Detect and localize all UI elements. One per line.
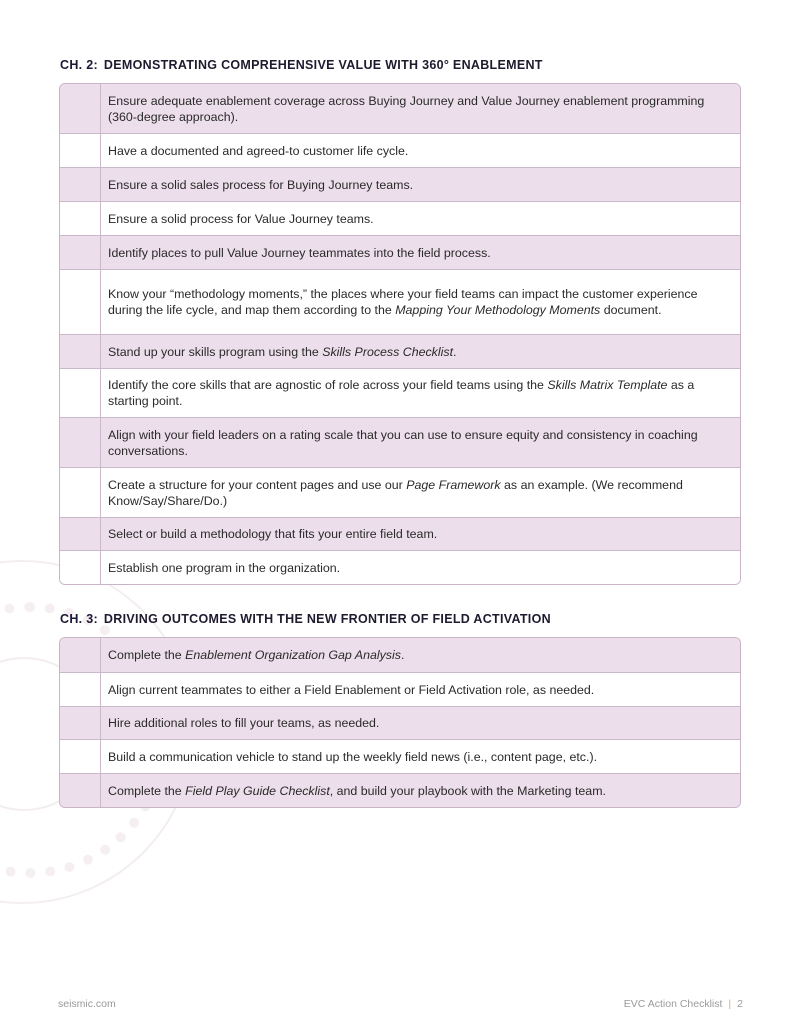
checklist-item-text (101, 236, 740, 269)
checkbox[interactable] (60, 369, 101, 417)
checkbox[interactable] (60, 774, 101, 807)
checklist-item-text (101, 335, 740, 368)
footer-page-number: 2 (737, 998, 743, 1010)
checklist-item-text (101, 468, 740, 517)
item-text-segment: Stand up your skills program using the (108, 344, 323, 359)
checklist-ch2 (59, 83, 741, 585)
item-text-segment: Select or build a methodology that fits your entire field team. (108, 527, 438, 541)
checklist-row (60, 773, 740, 807)
checklist-item-text (101, 707, 740, 739)
checklist-row (60, 269, 740, 334)
document-reference: Mapping Your Methodology Moments (395, 303, 601, 317)
checkbox[interactable] (60, 168, 101, 201)
item-text-segment: Complete the (108, 783, 186, 798)
checklist-item-text (101, 84, 740, 133)
item-text-segment: Align with your field leaders on a rating scale that you can use to ensure equity and consistency in coaching conversations. (108, 427, 698, 458)
checklist-row (60, 706, 740, 739)
item-text-segment: Create a structure for your content pages and use our (108, 477, 407, 492)
chapter-title: DEMONSTRATING COMPREHENSIVE VALUE WITH 360° ENABLEMENT (103, 58, 543, 72)
document-reference: Field Play Guide Checklist (185, 783, 330, 798)
document-reference: Enablement Organization Gap Analysis (185, 648, 401, 662)
checklist-item-text (101, 774, 740, 807)
item-text-segment: Establish one program in the organization. (108, 560, 341, 575)
item-text-segment: Align current teammates to either a Field Enablement or Field Activation role, as needed. (108, 682, 595, 697)
item-text-segment: Complete the (108, 648, 186, 662)
item-text-segment: Build a communication vehicle to stand up the weekly field news (i.e., content page, etc.). (108, 749, 598, 764)
item-text-segment: . (400, 648, 405, 662)
checklist-item-text (101, 418, 740, 467)
item-text-segment: Identify places to pull Value Journey teammates into the field process. (108, 245, 491, 260)
checklist-row (60, 133, 740, 167)
document-reference: Page Framework (406, 477, 501, 492)
checklist-item-text (101, 551, 740, 584)
checklist-ch3 (59, 637, 741, 808)
section-heading-ch3 (60, 612, 551, 626)
item-text-segment: Know your “methodology moments,” the places where your field teams can impact the customer experience during the life cycle, and map them according to the (108, 287, 698, 317)
checklist-item-text (101, 740, 740, 773)
checklist-row (60, 334, 740, 368)
item-text-segment: document. (600, 303, 662, 317)
checklist-item-text (101, 134, 740, 167)
checkbox[interactable] (60, 468, 101, 517)
checklist-item-text (101, 673, 740, 706)
checklist-row (60, 550, 740, 584)
checklist-row (60, 167, 740, 201)
checklist-row (60, 417, 740, 467)
item-text-segment: , and build your playbook with the Marketing team. (329, 783, 606, 798)
checklist-item-text (101, 638, 740, 672)
document-reference: Skills Process Checklist (322, 344, 454, 359)
checkbox[interactable] (60, 335, 101, 368)
checkbox[interactable] (60, 418, 101, 467)
footer-doc-title: EVC Action Checklist (623, 998, 723, 1010)
checklist-row (60, 672, 740, 706)
checkbox[interactable] (60, 740, 101, 773)
chapter-label: CH. 3: (60, 612, 98, 626)
checklist-row (60, 739, 740, 773)
footer-right (624, 998, 743, 1010)
checkbox[interactable] (60, 707, 101, 739)
checklist-row (60, 235, 740, 269)
checkbox[interactable] (60, 202, 101, 235)
checkbox[interactable] (60, 673, 101, 706)
checklist-row (60, 467, 740, 517)
footer-separator: | (728, 998, 732, 1010)
checklist-item-text (101, 202, 740, 235)
chapter-title: DRIVING OUTCOMES WITH THE NEW FRONTIER OF FIELD ACTIVATION (103, 612, 551, 626)
checklist-row (60, 517, 740, 550)
checkbox[interactable] (60, 270, 101, 334)
checkbox[interactable] (60, 236, 101, 269)
checkbox[interactable] (60, 518, 101, 550)
item-text-segment: Hire additional roles to fill your teams, as needed. (108, 716, 380, 730)
checklist-item-text (101, 518, 740, 550)
chapter-label: CH. 2: (60, 58, 98, 72)
checklist-row (60, 638, 740, 672)
document-reference: Skills Matrix Template (547, 378, 668, 392)
item-text-segment: Have a documented and agreed-to customer life cycle. (108, 143, 409, 158)
checkbox[interactable] (60, 84, 101, 133)
checklist-item-text (101, 168, 740, 201)
checkbox[interactable] (60, 134, 101, 167)
item-text-segment: Identify the core skills that are agnostic of role across your field teams using the (108, 378, 548, 392)
section-heading-ch2 (60, 58, 543, 72)
checklist-item-text (101, 270, 740, 334)
checklist-row (60, 368, 740, 417)
item-text-segment: . (453, 344, 457, 359)
item-text-segment: Ensure a solid sales process for Buying Journey teams. (108, 177, 414, 192)
checklist-row (60, 201, 740, 235)
item-text-segment: as an example. (We recommend Know/Say/Share/Do.) (108, 477, 683, 508)
checklist-row (60, 84, 740, 133)
checklist-item-text (101, 369, 740, 417)
checkbox[interactable] (60, 551, 101, 584)
footer-site: seismic.com (58, 998, 116, 1010)
item-text-segment: Ensure adequate enablement coverage across Buying Journey and Value Journey enablement programming (360-degree approach). (108, 93, 705, 124)
item-text-segment: as a starting point. (108, 378, 695, 408)
checkbox[interactable] (60, 638, 101, 672)
item-text-segment: Ensure a solid process for Value Journey teams. (108, 211, 374, 226)
